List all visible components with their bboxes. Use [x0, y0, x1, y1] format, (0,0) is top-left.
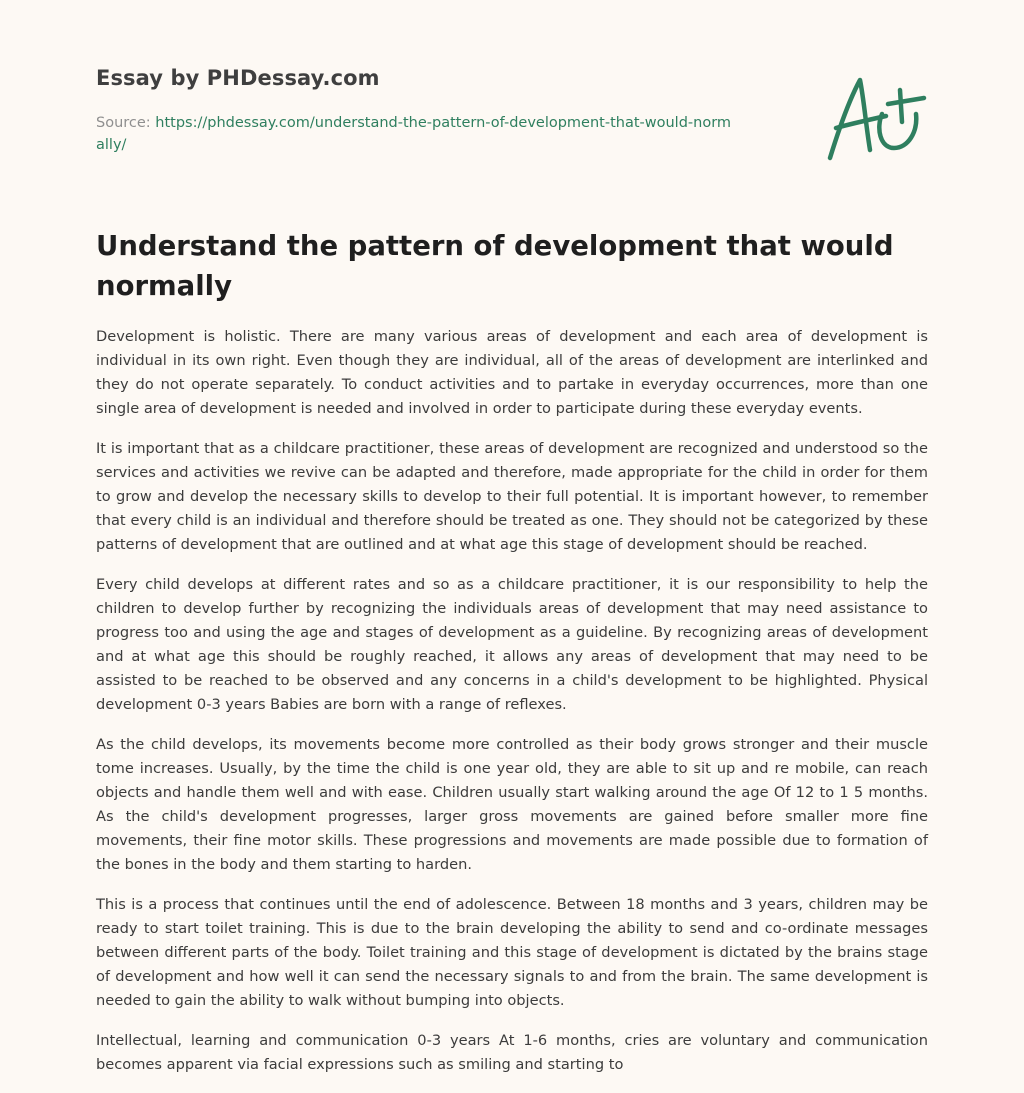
paragraph: Development is holistic. There are many various areas of development and each area of development is individual in its own right. Even though they are individual, all of the areas of development are interlinked and they do not operate separately. To conduct activities and to partake in everyday occurrences, more than one single area of development is needed and involved in order to participate during these everyday events.	[96, 328, 928, 417]
source-label: Source:	[96, 115, 156, 131]
essay-body	[96, 325, 928, 1093]
source-line	[96, 112, 736, 156]
a-plus-logo-icon	[820, 66, 928, 166]
paragraph: It is important that as a childcare practitioner, these areas of development are recognized and understood so the services and activities we revive can be adapted and therefore, made appropriate for the child in order for them to grow and develop the necessary skills to develop to their full potential. It is important however, to remember that every child is an individual and therefore should be treated as one. They should not be categorized by these patterns of development that are outlined and at what age this stage of development should be reached.	[96, 440, 928, 553]
page-title: Understand the pattern of development that would normally	[96, 230, 894, 302]
paragraph: This is a process that continues until the end of adolescence. Between 18 months and 3 years, children may be ready to start toilet training. This is due to the brain developing the ability to send and co-ordinate messages between different parts of the body. Toilet training and this stage of development is dictated by the brains stage of development and how well it can send the necessary signals to and from the brain. The same development is needed to gain the ability to walk without bumping into objects.	[96, 896, 928, 1009]
paragraph: Every child develops at different rates and so as a childcare practitioner, it is our responsibility to help the children to develop further by recognizing the individuals areas of development that may need assistance to progress too and using the age and stages of development as a guideline. By recognizing areas of development and at what age this should be roughly reached, it allows any areas of development that may need to be assisted to be reached to be observed and any concerns in a child's development to be highlighted. Physical development 0-3 years Babies are born with a range of reflexes.	[96, 576, 928, 713]
paragraph: As the child develops, its movements become more controlled as their body grows stronger and their muscle tome increases. Usually, by the time the child is one year old, they are able to sit up and re mobile, can reach objects and handle them well and with ease. Children usually start walking around the age Of 12 to 1 5 months. As the child's development progresses, larger gross movements are gained before smaller more fine movements, their fine motor skills. These progressions and movements are made possible due to formation of the bones in the body and them starting to harden.	[96, 736, 928, 873]
brand-title: Essay by PHDessay.com	[96, 66, 380, 90]
source-link[interactable]: https://phdessay.com/understand-the-pattern-of-development-that-would-normally/	[96, 115, 732, 153]
paragraph: Intellectual, learning and communication 0-3 years At 1-6 months, cries are voluntary and communication becomes apparent via facial expressions such as smiling and starting to	[96, 1032, 928, 1073]
